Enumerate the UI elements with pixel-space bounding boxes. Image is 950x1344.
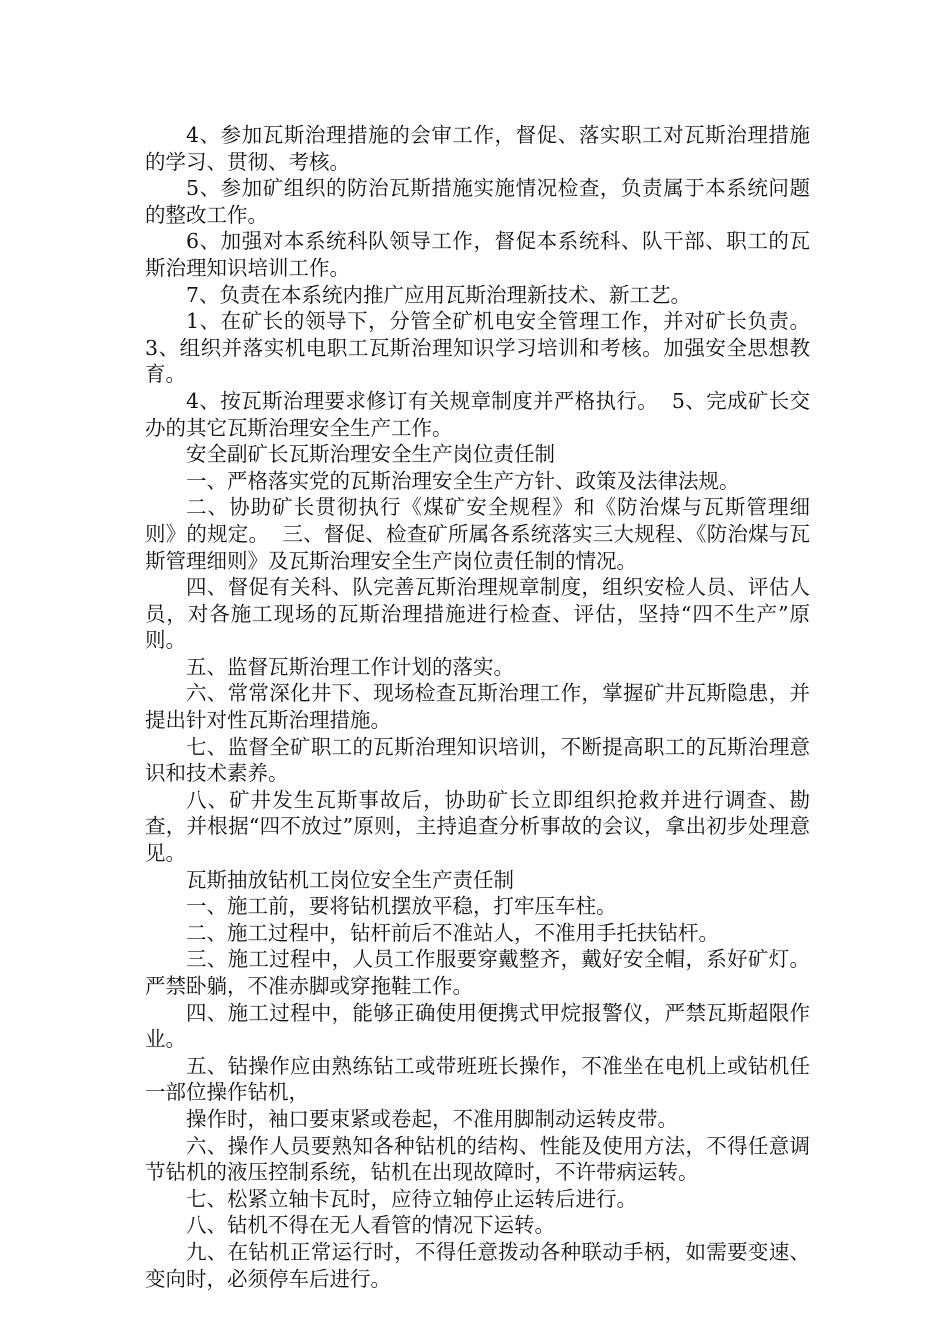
paragraph: 五、监督瓦斯治理工作计划的落实。 (186, 654, 514, 679)
paragraph: 4、按瓦斯治理要求修订有关规章制度并严格执行。 5、完成矿长交办的其它瓦斯治理安全生产工作。 (145, 388, 810, 440)
paragraph: 八、矿井发生瓦斯事故后，协助矿长立即组织抢救并进行调查、勘查，并根据“四不放过”原则，主持追查分析事故的会议，拿出初步处理意见。 (145, 787, 810, 866)
section-heading: 瓦斯抽放钻机工岗位安全生产责任制 (186, 867, 514, 892)
paragraph: 操作时，袖口要束紧或卷起，不准用脚制动运转皮带。 (186, 1106, 678, 1131)
paragraph: 六、常常深化井下、现场检查瓦斯治理工作，掌握矿井瓦斯隐患，并提出针对性瓦斯治理措施。 (145, 681, 810, 733)
paragraph: 七、监督全矿职工的瓦斯治理知识培训，不断提高职工的瓦斯治理意识和技术素养。 (145, 734, 810, 786)
section-heading: 安全副矿长瓦斯治理安全生产岗位责任制 (186, 442, 555, 467)
paragraph: 五、钻操作应由熟练钻工或带班班长操作，不准坐在电机上或钻机任一部位操作钻机， (145, 1053, 810, 1105)
paragraph: 6、加强对本系统科队领导工作，督促本系统科、队干部、职工的瓦斯治理知识培训工作。 (145, 229, 810, 280)
paragraph: 1、在矿长的领导下，分管全矿机电安全管理工作，并对矿长负责。 3、组织并落实机电职工瓦斯治理知识学习培训和考核。加强安全思想教育。 (145, 309, 824, 387)
paragraph: 4、参加瓦斯治理措施的会审工作，督促、落实职工对瓦斯治理措施的学习、贯彻、考核。 (145, 123, 810, 174)
document-page (145, 122, 824, 1292)
paragraph: 三、施工过程中，人员工作服要穿戴整齐，戴好安全帽，系好矿灯。严禁卧躺，不准赤脚或穿拖鞋工作。 (145, 947, 810, 998)
paragraph: 六、操作人员要熟知各种钻机的结构、性能及使用方法，不得任意调节钻机的液压控制系统，钻机在出现故障时，不许带病运转。 (145, 1133, 810, 1185)
paragraph: 七、松紧立轴卡瓦时，应待立轴停止运转后进行。 (186, 1186, 637, 1211)
paragraph: 八、钻机不得在无人看管的情况下运转。 (186, 1213, 555, 1238)
paragraph: 四、施工过程中，能够正确使用便携式甲烷报警仪，严禁瓦斯超限作业。 (145, 1000, 810, 1052)
paragraph: 四、督促有关科、队完善瓦斯治理规章制度，组织安检人员、评估人员，对各施工现场的瓦斯治理措施进行检查、评估，坚持“四不生产”原则。 (145, 575, 810, 653)
paragraph: 7、负责在本系统内推广应用瓦斯治理新技术、新工艺。 (186, 282, 692, 307)
paragraph: 5、参加矿组织的防治瓦斯措施实施情况检查，负责属于本系统问题的整改工作。 (145, 176, 810, 227)
paragraph: 一、严格落实党的瓦斯治理安全生产方针、政策及法律法规。 (186, 468, 740, 493)
paragraph: 二、协助矿长贯彻执行《煤矿安全规程》和《防治煤与瓦斯管理细则》的规定。 三、督促、检查矿所属各系统落实三大规程、《防治煤与瓦斯管理细则》及瓦斯治理安全生产岗位责任制的情况。 (145, 495, 810, 573)
paragraph: 一、施工前，要将钻机摆放平稳，打牢压车柱。 (186, 894, 617, 919)
paragraph: 九、在钻机正常运行时，不得任意拨动各种联动手柄，如需要变速、变向时，必须停车后进行。 (145, 1239, 810, 1291)
paragraph: 二、施工过程中，钻杆前后不准站人，不准用手托扶钻杆。 (186, 920, 719, 945)
